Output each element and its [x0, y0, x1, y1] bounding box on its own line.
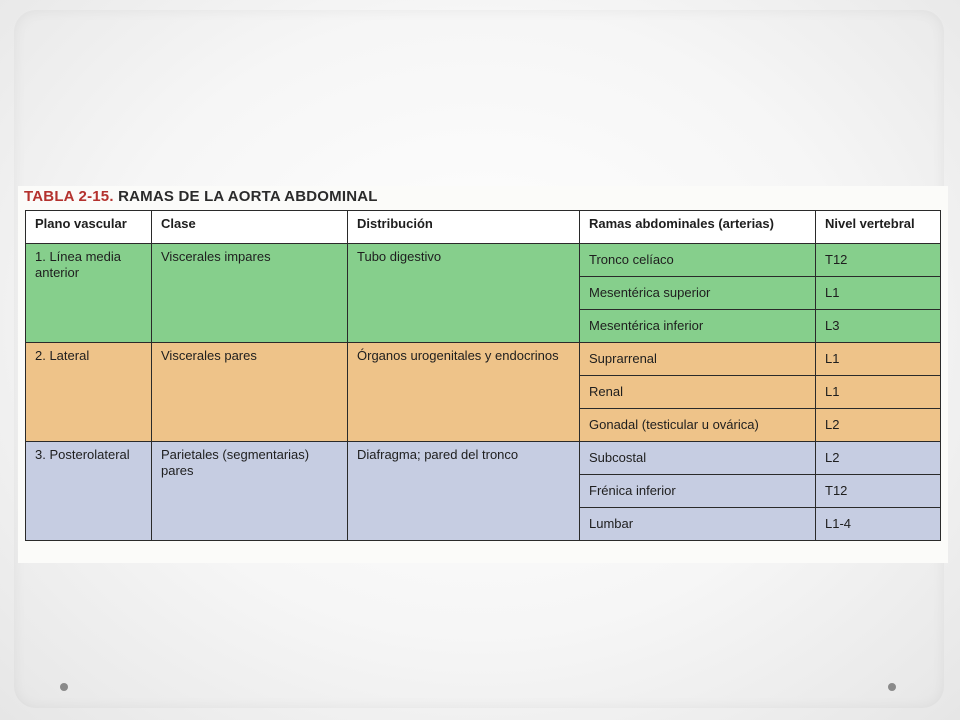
aorta-branches-table: [25, 210, 941, 541]
cell-arteria: Suprarrenal: [580, 343, 816, 376]
table-title-label: TABLA 2-15.: [24, 188, 114, 205]
cell-arteria: Subcostal: [580, 442, 816, 475]
cell-arteria: Tronco celíaco: [580, 244, 816, 277]
decorative-dot-right: [888, 683, 896, 691]
table-title: [24, 188, 378, 205]
cell-nivel: L1-4: [816, 508, 941, 541]
table-title-text: RAMAS DE LA AORTA ABDOMINAL: [118, 188, 378, 205]
cell-nivel: L1: [816, 277, 941, 310]
scanned-table-image: [18, 186, 948, 563]
table-header-row: [26, 211, 941, 244]
header-clase: Clase: [152, 211, 348, 244]
cell-plano: 2. Lateral: [26, 343, 152, 442]
cell-arteria: Renal: [580, 376, 816, 409]
cell-nivel: T12: [816, 244, 941, 277]
cell-arteria: Mesentérica inferior: [580, 310, 816, 343]
cell-plano: 1. Línea media anterior: [26, 244, 152, 343]
table-row: [26, 442, 941, 475]
cell-nivel: L1: [816, 376, 941, 409]
cell-arteria: Frénica inferior: [580, 475, 816, 508]
table-row: [26, 343, 941, 376]
header-nivel: Nivel vertebral: [816, 211, 941, 244]
cell-distribucion: Diafragma; pared del tronco: [348, 442, 580, 541]
cell-distribucion: Órganos urogenitales y endocrinos: [348, 343, 580, 442]
cell-plano: 3. Posterolateral: [26, 442, 152, 541]
cell-nivel: T12: [816, 475, 941, 508]
cell-nivel: L3: [816, 310, 941, 343]
cell-nivel: L2: [816, 409, 941, 442]
table-container: [25, 210, 940, 558]
cell-distribucion: Tubo digestivo: [348, 244, 580, 343]
header-distribucion: Distribución: [348, 211, 580, 244]
cell-arteria: Gonadal (testicular u ovárica): [580, 409, 816, 442]
cell-clase: Parietales (segmentarias) pares: [152, 442, 348, 541]
table-row: [26, 244, 941, 277]
header-plano: Plano vascular: [26, 211, 152, 244]
cell-nivel: L1: [816, 343, 941, 376]
cell-clase: Viscerales pares: [152, 343, 348, 442]
decorative-dot-left: [60, 683, 68, 691]
header-ramas: Ramas abdominales (arterias): [580, 211, 816, 244]
cell-nivel: L2: [816, 442, 941, 475]
cell-arteria: Mesentérica superior: [580, 277, 816, 310]
cell-clase: Viscerales impares: [152, 244, 348, 343]
cell-arteria: Lumbar: [580, 508, 816, 541]
